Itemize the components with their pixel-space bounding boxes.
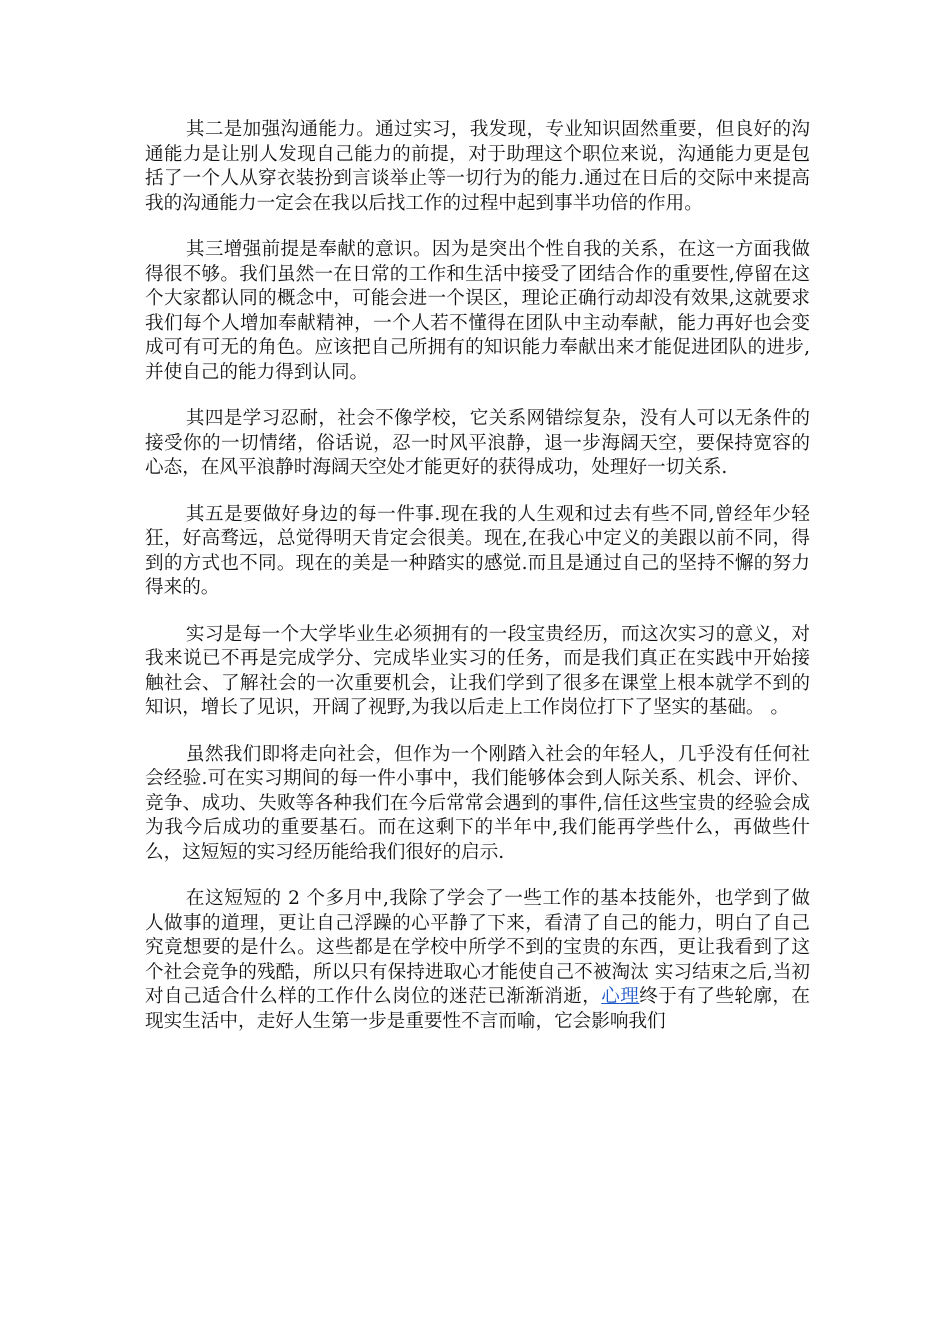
paragraph-conclusion-text-start: 在这短短的 2 个多月中,我除了学会了一些工作的基本技能外，也学到了做人做事的道理，更让自己浮躁的心平静了下来，看清了自己的能力，明白了自己究竟想要的是什么。这些都是在学校中所学不到的宝贵的东西，更让我看到了这个社会竞争的残酷，所以只有保持进取心才能使自己不被淘汰 实习结束之后,当初对自己适合什么样的工作什么岗位的迷茫已渐渐消逝，	[145, 888, 810, 1007]
document-body	[145, 118, 810, 1056]
paragraph-society-experience: 虽然我们即将走向社会，但作为一个刚踏入社会的年轻人，几乎没有任何社会经验.可在实习期间的每一件小事中，我们能够体会到人际关系、机会、评价、竞争、成功、失败等各种我们在今后常常会遇到的事件,信任这些宝贵的经验会成为我今后成功的重要基石。而在这剩下的半年中,我们能再学些什么，再做些什么，这短短的实习经历能给我们很好的启示.	[145, 743, 810, 863]
paragraph-internship-meaning: 实习是每一个大学毕业生必须拥有的一段宝贵经历，而这次实习的意义，对我来说已不再是完成学分、完成毕业实习的任务，而是我们真正在实践中开始接触社会、了解社会的一次重要机会，让我们学到了很多在课堂上根本就学不到的知识，增长了见识，开阔了视野,为我以后走上工作岗位打下了坚实的基础。 。	[145, 623, 810, 718]
paragraph-dedication: 其三增强前提是奉献的意识。因为是突出个性自我的关系，在这一方面我做得很不够。我们虽然一在日常的工作和生活中接受了团结合作的重要性,停留在这个大家都认同的概念中，可能会进一个误区，理论正确行动却没有效果,这就要求我们每个人增加奉献精神，一个人若不懂得在团队中主动奉献，能力再好也会变成可有可无的角色。应该把自己所拥有的知识能力奉献出来才能促进团队的进步,并使自己的能力得到认同。	[145, 239, 810, 383]
psychology-link[interactable]: 心理	[601, 986, 640, 1007]
paragraph-everyday-tasks: 其五是要做好身边的每一件事.现在我的人生观和过去有些不同,曾经年少轻狂，好高骛远，总觉得明天肯定会很美。现在,在我心中定义的美跟以前不同，得到的方式也不同。现在的美是一种踏实的感觉.而且是通过自己的坚持不懈的努力得来的。	[145, 503, 810, 598]
paragraph-communication: 其二是加强沟通能力。通过实习，我发现，专业知识固然重要，但良好的沟通能力是让别人发现自己能力的前提，对于助理这个职位来说，沟通能力更是包括了一个人从穿衣装扮到言谈举止等一切行为的能力.通过在日后的交际中来提高我的沟通能力一定会在我以后找工作的过程中起到事半功倍的作用。	[145, 119, 810, 214]
paragraph-conclusion-text-end: 终于有了些轮廓，在现实生活中，走好人生第一步是重要性不言而喻，它会影响我们	[145, 986, 810, 1032]
paragraph-patience: 其四是学习忍耐，社会不像学校，它关系网错综复杂，没有人可以无条件的接受你的一切情绪，俗话说，忍一时风平浪静，退一步海阔天空，要保持宽容的心态，在风平浪静时海阔天空处才能更好的获得成功，处理好一切关系.	[145, 408, 810, 478]
paragraph-conclusion	[145, 887, 810, 1034]
